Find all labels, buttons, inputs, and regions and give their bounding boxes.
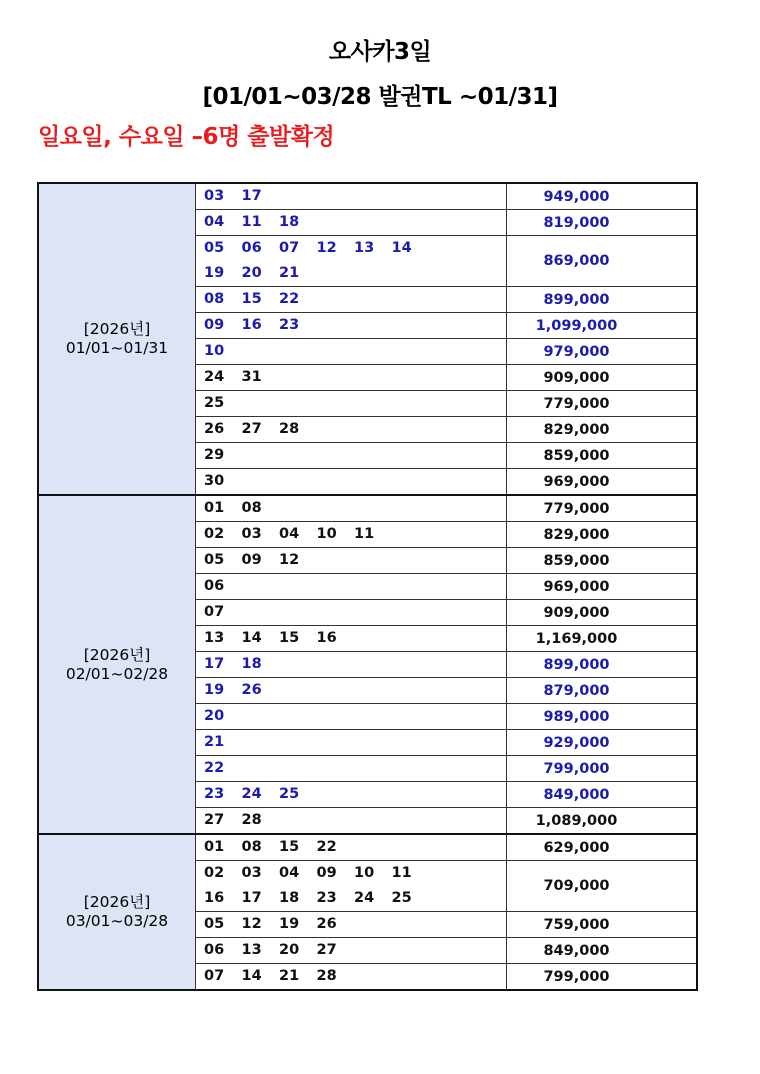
dates-line	[204, 600, 506, 625]
departure-day: 09	[316, 865, 337, 881]
departure-day: 05	[204, 916, 225, 932]
departure-day: 04	[279, 865, 300, 881]
dates-line	[204, 210, 506, 235]
departure-day: 04	[279, 526, 300, 542]
period-year: [2026년]	[83, 645, 151, 664]
dates-line	[204, 652, 506, 677]
price: 779,000	[507, 495, 698, 522]
departure-dates	[196, 861, 507, 912]
departure-day: 04	[204, 214, 225, 230]
departure-day: 18	[279, 214, 300, 230]
price: 829,000	[507, 522, 698, 548]
departure-day: 19	[204, 682, 225, 698]
price: 849,000	[507, 782, 698, 808]
dates-line	[204, 756, 506, 781]
departure-dates	[196, 834, 507, 861]
departure-dates	[196, 964, 507, 991]
departure-day: 23	[279, 317, 300, 333]
departure-day: 20	[241, 265, 262, 281]
price: 929,000	[507, 730, 698, 756]
departure-day: 26	[241, 682, 262, 698]
departure-day: 19	[204, 265, 225, 281]
period-year: [2026년]	[83, 320, 151, 338]
dates-line	[204, 861, 506, 886]
dates-line	[204, 730, 506, 755]
departure-dates	[196, 704, 507, 730]
departure-day: 06	[241, 240, 262, 256]
departure-day: 14	[241, 968, 262, 984]
departure-dates	[196, 495, 507, 522]
price: 849,000	[507, 938, 698, 964]
period-cell	[38, 834, 196, 990]
price: 709,000	[507, 861, 698, 912]
departure-day: 13	[354, 240, 375, 256]
departure-day: 12	[241, 916, 262, 932]
departure-dates	[196, 756, 507, 782]
departure-dates	[196, 626, 507, 652]
departure-dates	[196, 652, 507, 678]
departure-day: 17	[241, 890, 262, 906]
price: 1,099,000	[507, 313, 698, 339]
price: 779,000	[507, 391, 698, 417]
price: 799,000	[507, 964, 698, 991]
departure-day: 24	[241, 786, 262, 802]
departure-dates	[196, 574, 507, 600]
dates-line	[204, 548, 506, 573]
dates-line	[204, 886, 506, 911]
price: 969,000	[507, 469, 698, 496]
price: 899,000	[507, 287, 698, 313]
departure-day: 18	[241, 656, 262, 672]
price: 949,000	[507, 183, 698, 210]
dates-line	[204, 391, 506, 416]
departure-day: 13	[204, 630, 225, 646]
departure-dates	[196, 417, 507, 443]
dates-line	[204, 938, 506, 963]
departure-day: 10	[316, 526, 337, 542]
departure-dates	[196, 678, 507, 704]
table-row	[38, 183, 697, 210]
departure-day: 08	[241, 839, 262, 855]
price: 829,000	[507, 417, 698, 443]
departure-day: 22	[204, 760, 225, 776]
departure-day: 26	[316, 916, 337, 932]
price: 869,000	[507, 236, 698, 287]
dates-line	[204, 912, 506, 937]
departure-day: 21	[279, 968, 300, 984]
departure-day: 15	[241, 291, 262, 307]
departure-day: 26	[204, 421, 225, 437]
table-row	[38, 495, 697, 522]
departure-notice: 일요일, 수요일 –6명 출발확정	[38, 124, 335, 150]
departure-day: 16	[241, 317, 262, 333]
price-table	[37, 182, 698, 991]
departure-dates	[196, 236, 507, 287]
departure-day: 01	[204, 500, 225, 516]
period-group	[38, 183, 697, 495]
departure-dates	[196, 600, 507, 626]
departure-day: 20	[204, 708, 225, 724]
dates-line	[204, 443, 506, 468]
dates-line	[204, 261, 506, 286]
price: 909,000	[507, 365, 698, 391]
dates-line	[204, 835, 506, 860]
price: 859,000	[507, 548, 698, 574]
departure-day: 24	[354, 890, 375, 906]
departure-day: 25	[279, 786, 300, 802]
period-range: 02/01~02/28	[65, 664, 169, 683]
departure-day: 03	[204, 188, 225, 204]
departure-day: 12	[279, 552, 300, 568]
departure-dates	[196, 730, 507, 756]
departure-day: 08	[204, 291, 225, 307]
dates-line	[204, 704, 506, 729]
period-cell	[38, 495, 196, 834]
departure-day: 17	[241, 188, 262, 204]
price: 759,000	[507, 912, 698, 938]
departure-day: 07	[204, 604, 225, 620]
price: 1,169,000	[507, 626, 698, 652]
period-year: [2026년]	[83, 893, 151, 911]
dates-line	[204, 782, 506, 807]
dates-line	[204, 678, 506, 703]
departure-day: 07	[204, 968, 225, 984]
dates-line	[204, 236, 506, 261]
period-group	[38, 495, 697, 834]
departure-day: 16	[316, 630, 337, 646]
departure-day: 09	[204, 317, 225, 333]
departure-dates	[196, 210, 507, 236]
dates-line	[204, 365, 506, 390]
departure-day: 18	[279, 890, 300, 906]
price: 799,000	[507, 756, 698, 782]
departure-day: 25	[204, 395, 225, 411]
dates-line	[204, 469, 506, 494]
departure-day: 23	[204, 786, 225, 802]
departure-dates	[196, 938, 507, 964]
dates-line	[204, 964, 506, 989]
departure-dates	[196, 313, 507, 339]
departure-dates	[196, 287, 507, 313]
departure-day: 28	[279, 421, 300, 437]
price: 629,000	[507, 834, 698, 861]
price: 899,000	[507, 652, 698, 678]
departure-day: 08	[241, 500, 262, 516]
dates-line	[204, 313, 506, 338]
dates-line	[204, 808, 506, 833]
departure-day: 10	[204, 343, 225, 359]
departure-day: 23	[316, 890, 337, 906]
departure-day: 02	[204, 526, 225, 542]
departure-dates	[196, 391, 507, 417]
departure-day: 15	[279, 839, 300, 855]
departure-day: 11	[241, 214, 262, 230]
departure-day: 13	[241, 942, 262, 958]
departure-day: 27	[204, 812, 225, 828]
departure-day: 05	[204, 552, 225, 568]
departure-day: 15	[279, 630, 300, 646]
departure-day: 03	[241, 865, 262, 881]
price: 1,089,000	[507, 808, 698, 835]
price: 909,000	[507, 600, 698, 626]
dates-line	[204, 184, 506, 209]
price: 879,000	[507, 678, 698, 704]
departure-day: 12	[316, 240, 337, 256]
departure-day: 22	[316, 839, 337, 855]
departure-day: 21	[204, 734, 225, 750]
departure-day: 28	[316, 968, 337, 984]
departure-day: 17	[204, 656, 225, 672]
period-group	[38, 834, 697, 990]
departure-day: 11	[391, 865, 412, 881]
dates-line	[204, 626, 506, 651]
departure-dates	[196, 548, 507, 574]
departure-dates	[196, 339, 507, 365]
departure-day: 02	[204, 865, 225, 881]
departure-day: 01	[204, 839, 225, 855]
price: 969,000	[507, 574, 698, 600]
departure-day: 27	[241, 421, 262, 437]
period-range: 03/01~03/28	[65, 912, 169, 930]
departure-day: 28	[241, 812, 262, 828]
departure-day: 03	[241, 526, 262, 542]
price: 979,000	[507, 339, 698, 365]
departure-dates	[196, 443, 507, 469]
departure-dates	[196, 782, 507, 808]
departure-day: 30	[204, 473, 225, 489]
price: 859,000	[507, 443, 698, 469]
departure-dates	[196, 522, 507, 548]
departure-day: 31	[241, 369, 262, 385]
table-row	[38, 834, 697, 861]
departure-day: 29	[204, 447, 225, 463]
dates-line	[204, 574, 506, 599]
departure-dates	[196, 365, 507, 391]
departure-day: 11	[354, 526, 375, 542]
departure-day: 07	[279, 240, 300, 256]
price: 819,000	[507, 210, 698, 236]
departure-day: 06	[204, 942, 225, 958]
departure-day: 10	[354, 865, 375, 881]
departure-day: 05	[204, 240, 225, 256]
departure-day: 21	[279, 265, 300, 281]
departure-dates	[196, 912, 507, 938]
departure-dates	[196, 183, 507, 210]
departure-day: 14	[241, 630, 262, 646]
departure-dates	[196, 469, 507, 496]
dates-line	[204, 522, 506, 547]
departure-dates	[196, 808, 507, 835]
period-range: 01/01~01/31	[65, 339, 169, 357]
departure-day: 19	[279, 916, 300, 932]
departure-day: 09	[241, 552, 262, 568]
departure-day: 20	[279, 942, 300, 958]
period-cell	[38, 183, 196, 495]
page-title: 오사카3일	[328, 39, 432, 65]
departure-day: 25	[391, 890, 412, 906]
dates-line	[204, 339, 506, 364]
departure-day: 24	[204, 369, 225, 385]
departure-day: 22	[279, 291, 300, 307]
departure-day: 27	[316, 942, 337, 958]
departure-day: 16	[204, 890, 225, 906]
dates-line	[204, 287, 506, 312]
departure-day: 06	[204, 578, 225, 594]
dates-line	[204, 417, 506, 442]
price: 989,000	[507, 704, 698, 730]
ticketing-period: [01/01~03/28 발권TL ~01/31]	[202, 84, 558, 110]
departure-day: 14	[391, 240, 412, 256]
dates-line	[204, 496, 506, 521]
